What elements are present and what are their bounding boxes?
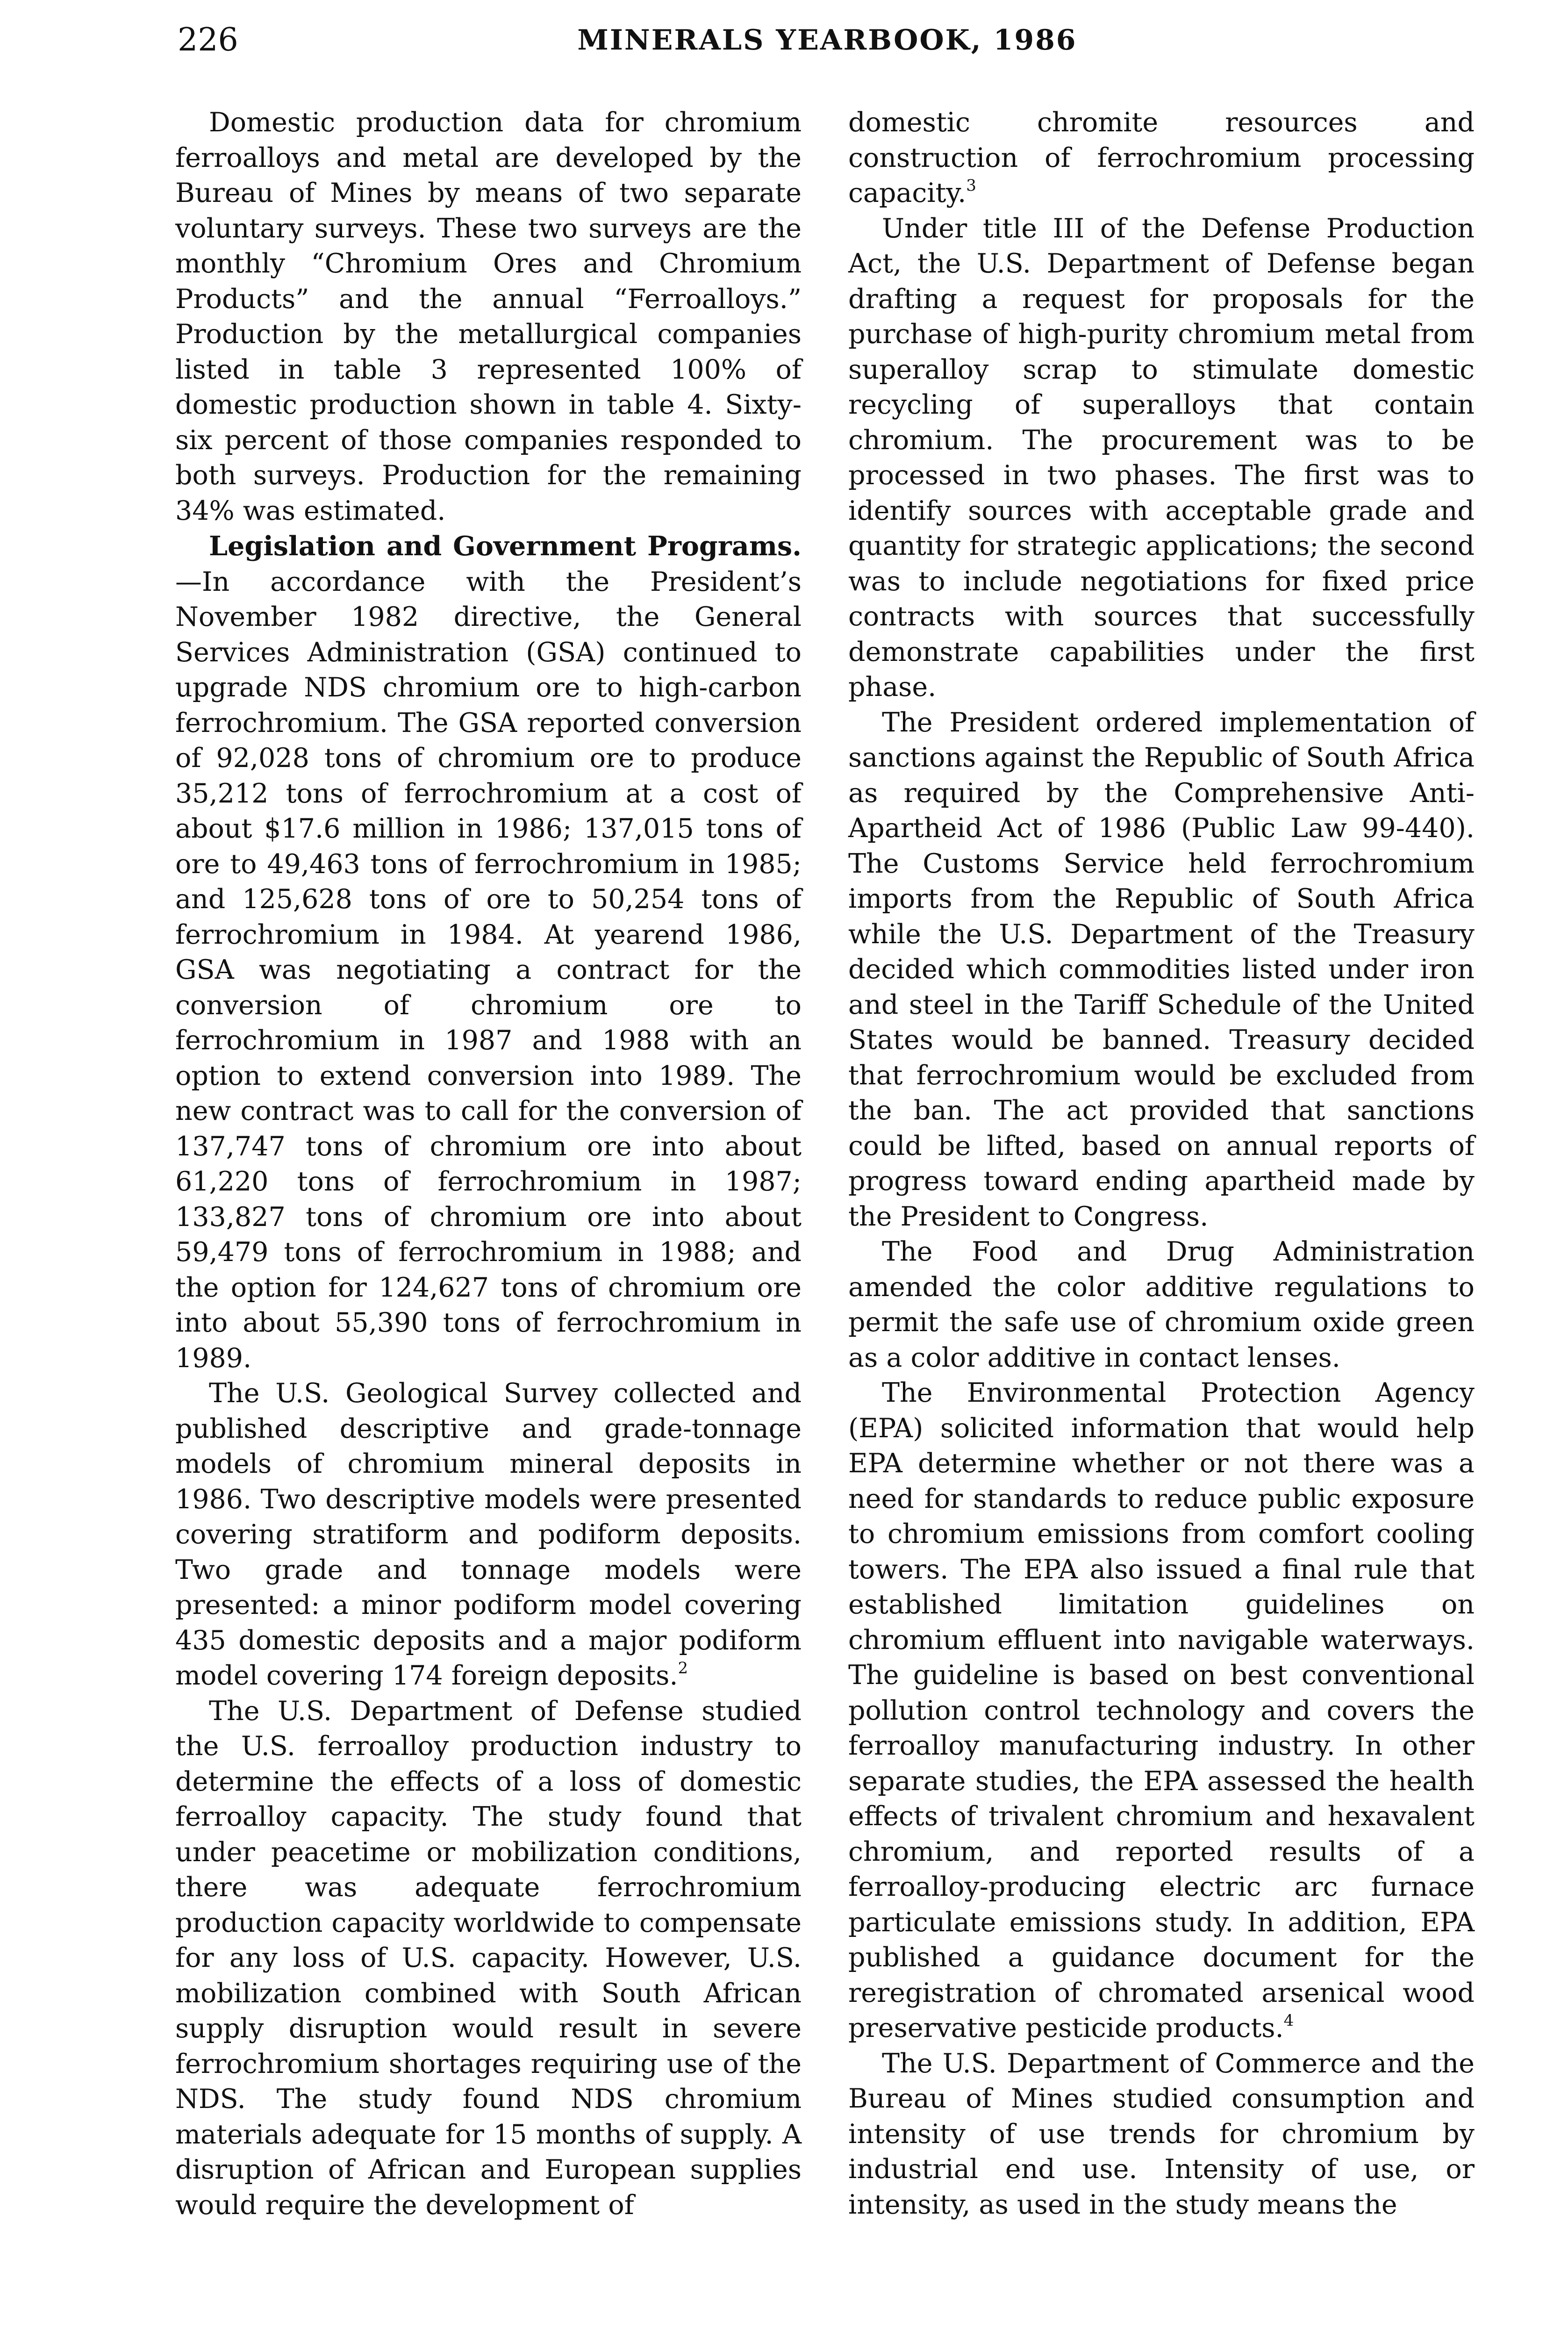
paragraph-continued [848,105,1475,211]
paragraph-commerce-study [848,2046,1475,2223]
footnote-marker: 3 [966,176,976,195]
paragraph-text: The U.S. Geological Survey collected and published descriptive and grade-tonnage models of chromium mineral deposits in 1986. Two descriptive models were presented covering stratiform and podiform deposits. Two grade and tonnage models were presented: a minor podiform model covering 435 domestic deposits and a major podiform model covering 174 foreign deposits. [175,1378,802,1691]
paragraph-text: The Food and Drug Administration amended the color additive regulations to permit the safe use of chromium oxide green as a color additive in contact lenses. [848,1236,1475,1373]
paragraph-text: The U.S. Department of Defense studied the U.S. ferroalloy production industry to determine the effects of a loss of domestic ferroalloy capacity. The study found that under peacetime or mobilization conditions, there was adequate ferrochromium production capacity worldwide to compensate for any loss of U.S. capacity. However, U.S. mobilization combined with South African supply disruption would result in severe ferrochromium shortages requiring use of the NDS. The study found NDS chromium materials adequate for 15 months of supply. A disruption of African and European supplies would require the development of [175,1695,802,2221]
paragraph-geological-survey [175,1376,802,1694]
paragraph-text: The President ordered implementation of sanctions against the Republic of South Africa as required by the Comprehensive Anti-Apartheid Act of 1986 (Public Law 99-440). The Customs Service held ferrochromium imports from the Republic of South Africa while the U.S. Department of the Treasury decided which commodities listed under iron and steel in the Tariff Schedule of the United States would be banned. Treasury decided that ferrochromium would be excluded from the ban. The act provided that sanctions could be lifted, based on annual reports of progress toward ending apartheid made by the President to Congress. [848,707,1475,1232]
section-heading-legislation: Legislation and Government Programs. [209,530,802,562]
footnote-marker: 4 [1283,2011,1294,2030]
running-title: MINERALS YEARBOOK, 1986 [577,24,1077,57]
paragraph-fda [848,1234,1475,1376]
paragraph-text: The U.S. Department of Commerce and the Bureau of Mines studied consumption and intensity of use trends for chromium by industrial end use. Intensity of use, or intensity, as used in the study means the [848,2048,1475,2220]
paragraph-text: The Environmental Protection Agency (EPA) solicited information that would help EPA determine whether or not there was a need for standards to reduce public exposure to chromium emissions from comfort cooling towers. The EPA also issued a final rule that established limitation guidelines on chromium effluent into navigable waterways. The guideline is based on best conventional pollution control technology and covers the ferroalloy manufacturing industry. In other separate studies, the EPA assessed the health effects of trivalent chromium and hexavalent chromium, and reported results of a ferroalloy-producing electric arc furnace particulate emissions study. In addition, EPA published a guidance document for the reregistration of chromated arsenical wood preservative pesticide products. [848,1377,1475,2043]
right-column [848,105,1475,2222]
footnote-marker: 2 [678,1659,688,1677]
paragraph-defense-study [175,1694,802,2223]
paragraph-legislation [175,529,802,1376]
paragraph-epa [848,1376,1475,2046]
paragraph-text: domestic chromite resources and construction of ferrochromium processing capacity. [848,107,1475,208]
left-column [175,105,802,2223]
paragraph-text: Domestic production data for chromium ferroalloys and metal are developed by the Bureau of Mines by means of two separate voluntary surveys. These two surveys are the monthly “Chromium Ores and Chromium Products” and the annual “Ferroalloys.” Production by the metallurgical companies listed in table 3 represented 100% of domestic production shown in table 4. Sixty-six percent of those companies responded to both surveys. Production for the remaining 34% was estimated. [175,107,802,526]
paragraph-defense-production-act [848,211,1475,705]
page-number: 226 [178,22,238,58]
page-header [178,17,1477,68]
paragraph-data-sources [175,105,802,529]
paragraph-text: Under title III of the Defense Production Act, the U.S. Department of Defense began drafting a request for proposals for the purchase of high-purity chromium metal from superalloy scrap to stimulate domestic recycling of superalloys that contain chromium. The procurement was to be processed in two phases. The first was to identify sources with acceptable grade and quantity for strategic applications; the second was to include negotiations for fixed price contracts with sources that successfully demonstrate capabilities under the first phase. [848,213,1475,703]
paragraph-south-africa-sanctions [848,705,1475,1235]
paragraph-text: —In accordance with the President’s November 1982 directive, the General Services Administration (GSA) continued to upgrade NDS chromium ore to high-carbon ferrochromium. The GSA reported conversion of 92,028 tons of chromium ore to produce 35,212 tons of ferrochromium at a cost of about $17.6 million in 1986; 137,015 tons of ore to 49,463 tons of ferrochromium in 1985; and 125,628 tons of ore to 50,254 tons of ferrochromium in 1984. At yearend 1986, GSA was negotiating a contract for the conversion of chromium ore to ferrochromium in 1987 and 1988 with an option to extend conversion into 1989. The new contract was to call for the conversion of 137,747 tons of chromium ore into about 61,220 tons of ferrochromium in 1987; 133,827 tons of chromium ore into about 59,479 tons of ferrochromium in 1988; and the option for 124,627 tons of chromium ore into about 55,390 tons of ferrochromium in 1989. [175,566,802,1374]
